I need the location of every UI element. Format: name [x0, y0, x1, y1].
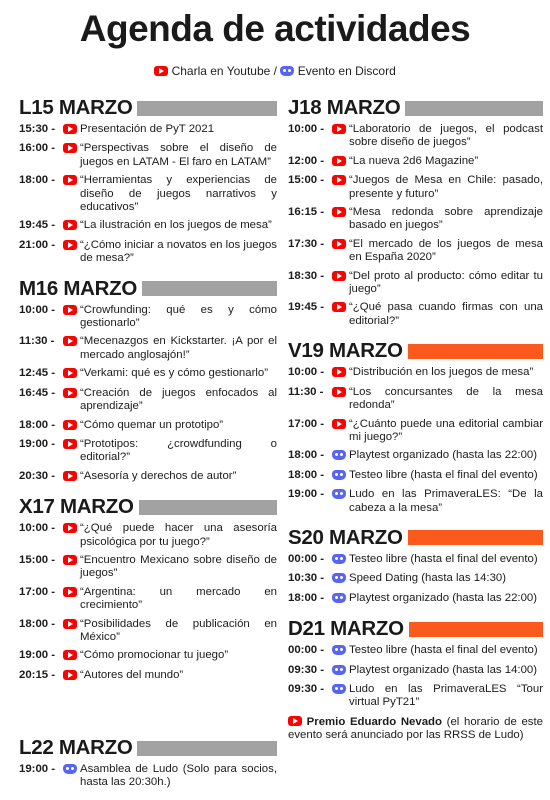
event-row	[19, 335, 277, 362]
event-title: “Cómo promocionar tu juego”	[80, 649, 229, 662]
event-time: 17:00 -	[19, 585, 56, 598]
event-row	[288, 469, 543, 483]
event-title: “¿Cuánto puede una editorial cambiar mi juego?”	[349, 417, 543, 443]
event-row	[288, 155, 543, 169]
youtube-icon	[332, 175, 346, 185]
discord-icon	[332, 470, 346, 480]
event-time: 19:45 -	[19, 219, 56, 232]
event-title: “Laboratorio de juegos, el podcast sobre diseño de juegos”	[349, 123, 543, 149]
event-title: “Del proto al producto: cómo editar tu juego”	[349, 269, 543, 296]
event-row	[19, 618, 277, 645]
event-row	[19, 123, 277, 137]
event-title: “Creación de juegos enfocados al aprendizaje”	[80, 386, 277, 413]
event-title: Testeo libre (hasta el final del evento)	[349, 552, 538, 565]
day-header	[288, 617, 543, 641]
event-row	[19, 669, 277, 683]
event-icon-wrap	[63, 554, 80, 581]
premio-detail: (el horario de este evento será anunciado por las RRSS de Ludo)	[288, 715, 543, 742]
discord-icon	[63, 764, 77, 774]
event-icon-wrap	[63, 618, 80, 645]
day-bar	[409, 622, 543, 637]
day-header	[19, 736, 277, 760]
event-row	[288, 449, 543, 463]
youtube-icon	[63, 523, 77, 533]
event-title: Ludo en las PrimaveraLES “Tour virtual PyT21”	[349, 682, 543, 709]
event-row	[19, 470, 277, 484]
event-row	[19, 554, 277, 581]
discord-icon	[280, 66, 294, 76]
legend-youtube-label: Charla en Youtube	[171, 64, 271, 78]
youtube-icon	[63, 587, 77, 597]
event-row	[19, 142, 277, 169]
event-time: 16:15 -	[288, 206, 325, 219]
event-time: 20:30 -	[19, 469, 56, 482]
event-title: Speed Dating (hasta las 14:30)	[349, 572, 507, 585]
event-time: 21:00 -	[19, 238, 56, 251]
youtube-icon	[332, 302, 346, 312]
event-time: 15:00 -	[19, 553, 56, 566]
left-column	[19, 96, 277, 688]
day-title: L15 MARZO	[19, 96, 133, 119]
event-title: “La ilustración en los juegos de mesa”	[80, 219, 272, 232]
event-title: “¿Qué puede hacer una asesoría psicológica por tu juego?”	[80, 522, 277, 548]
event-title: “Herramientas y experiencias de diseño de juegos narrativos y educativos”	[80, 174, 277, 214]
event-time: 18:00 -	[288, 449, 325, 462]
event-icon-wrap	[332, 683, 349, 710]
event-row	[288, 174, 543, 201]
event-icon-wrap	[63, 142, 80, 169]
event-time: 19:45 -	[288, 301, 325, 314]
event-icon-wrap	[332, 123, 349, 150]
event-row	[288, 488, 543, 515]
event-row	[288, 418, 543, 445]
event-title: “Los concursantes de la mesa redonda”	[349, 385, 543, 412]
event-icon-wrap	[332, 301, 349, 328]
event-icon-wrap	[63, 174, 80, 214]
youtube-icon	[63, 619, 77, 629]
youtube-icon	[332, 419, 346, 429]
discord-icon	[332, 573, 346, 583]
discord-icon	[332, 450, 346, 460]
event-time: 12:00 -	[288, 154, 325, 167]
youtube-icon	[332, 367, 346, 377]
event-title: “Mesa redonda sobre aprendizaje basado en juegos”	[349, 206, 543, 232]
discord-icon	[332, 645, 346, 655]
event-time: 10:30 -	[288, 572, 325, 585]
event-title: “La nueva 2d6 Magazine”	[349, 154, 479, 167]
event-row	[288, 644, 543, 658]
day-bar	[408, 344, 543, 359]
youtube-icon	[63, 143, 77, 153]
event-title: Ludo en las PrimaveraLES: “De la cabeza a la mesa”	[349, 488, 543, 514]
event-row	[288, 553, 543, 567]
event-row	[288, 301, 543, 328]
youtube-icon	[63, 439, 77, 449]
day-bar	[408, 530, 543, 545]
event-icon-wrap	[332, 366, 349, 380]
event-icon-wrap	[63, 419, 80, 433]
youtube-icon	[63, 471, 77, 481]
youtube-icon	[332, 156, 346, 166]
youtube-icon	[288, 716, 302, 726]
event-icon-wrap	[63, 367, 80, 381]
day-title: L22 MARZO	[19, 736, 133, 759]
event-time: 16:45 -	[19, 386, 56, 399]
event-icon-wrap	[332, 206, 349, 233]
event-title: “Mecenazgos en Kickstarter. ¡A por el mercado anglosajón!”	[80, 335, 277, 361]
event-time: 18:00 -	[19, 174, 56, 187]
event-row	[288, 270, 543, 297]
event-title: Testeo libre (hasta el final del evento)	[349, 644, 538, 657]
event-title: “Juegos de Mesa en Chile: pasado, presente y futuro”	[349, 174, 543, 200]
event-row	[19, 419, 277, 433]
event-time: 18:00 -	[288, 591, 325, 604]
event-icon-wrap	[332, 449, 349, 463]
day-header	[288, 96, 543, 120]
event-icon-wrap	[332, 592, 349, 606]
event-icon-wrap	[63, 586, 80, 613]
right-column	[288, 96, 543, 743]
event-time: 19:00 -	[19, 437, 56, 450]
event-row	[288, 366, 543, 380]
youtube-icon	[63, 388, 77, 398]
day-bar	[405, 101, 543, 116]
premio-note	[288, 716, 543, 743]
event-icon-wrap	[332, 664, 349, 678]
event-time: 15:00 -	[288, 174, 325, 187]
event-icon-wrap	[63, 470, 80, 484]
event-title: “Cómo quemar un prototipo”	[80, 418, 224, 431]
event-row	[288, 206, 543, 233]
event-time: 16:00 -	[19, 142, 56, 155]
day-bar	[137, 101, 277, 116]
event-row	[288, 592, 543, 606]
event-time: 10:00 -	[288, 123, 325, 135]
event-row	[19, 304, 277, 331]
legend	[0, 64, 550, 78]
event-time: 10:00 -	[288, 366, 325, 379]
youtube-icon	[332, 207, 346, 217]
event-time: 12:45 -	[19, 367, 56, 380]
event-icon-wrap	[63, 438, 80, 465]
legend-discord-label: Evento en Discord	[297, 64, 396, 78]
premio-name: Premio Eduardo Nevado	[306, 715, 442, 728]
event-title: “Asesoría y derechos de autor”	[80, 469, 237, 482]
event-row	[19, 586, 277, 613]
day-title: S20 MARZO	[288, 525, 403, 549]
event-row	[19, 438, 277, 465]
event-time: 18:00 -	[288, 468, 325, 481]
event-icon-wrap	[332, 488, 349, 515]
event-row	[288, 386, 543, 413]
event-time: 18:00 -	[19, 418, 56, 431]
event-icon-wrap	[332, 572, 349, 586]
event-icon-wrap	[63, 649, 80, 663]
event-icon-wrap	[332, 553, 349, 567]
event-row	[19, 174, 277, 214]
youtube-icon	[63, 670, 77, 680]
youtube-icon	[63, 650, 77, 660]
event-time: 09:30 -	[288, 682, 325, 695]
event-title: Presentación de PyT 2021	[80, 123, 215, 135]
event-title: “Prototipos: ¿crowdfunding o editorial?”	[80, 437, 277, 464]
event-row	[288, 238, 543, 265]
event-icon-wrap	[332, 174, 349, 201]
event-time: 19:00 -	[19, 763, 56, 775]
event-time: 10:00 -	[19, 303, 56, 316]
event-time: 17:30 -	[288, 237, 325, 250]
day-title: D21 MARZO	[288, 617, 404, 641]
youtube-icon	[63, 124, 77, 134]
event-title: “Perspectivas sobre el diseño de juegos en LATAM - El faro en LATAM”	[80, 142, 277, 168]
discord-icon	[332, 489, 346, 499]
youtube-icon	[63, 336, 77, 346]
day-title: M16 MARZO	[19, 276, 138, 300]
event-title: “Distribución en los juegos de mesa”	[349, 366, 534, 379]
event-time: 15:30 -	[19, 123, 56, 135]
legend-separator: /	[273, 64, 278, 78]
youtube-icon	[332, 124, 346, 134]
youtube-icon	[63, 175, 77, 185]
discord-icon	[332, 554, 346, 564]
event-time: 09:30 -	[288, 663, 325, 676]
event-row	[19, 763, 277, 790]
day-header	[19, 96, 277, 120]
day-header	[19, 495, 277, 519]
event-title: “Argentina: un mercado en crecimiento”	[80, 585, 277, 612]
day-header	[288, 526, 543, 550]
youtube-icon	[332, 387, 346, 397]
event-row	[288, 572, 543, 586]
event-time: 11:30 -	[288, 385, 324, 398]
event-icon-wrap	[63, 522, 80, 549]
event-row	[288, 683, 543, 710]
event-title: “Verkami: qué es y cómo gestionarlo”	[80, 367, 269, 380]
bottom-left-section	[19, 736, 277, 795]
event-title: “Posibilidades de publicación en México”	[80, 617, 277, 643]
event-icon-wrap	[332, 155, 349, 169]
event-title: “Crowfunding: qué es y cómo gestionarlo”	[80, 303, 277, 330]
youtube-icon	[63, 240, 77, 250]
event-time: 11:30 -	[19, 335, 55, 348]
event-title: Playtest organizado (hasta las 22:00)	[349, 449, 538, 462]
event-icon-wrap	[63, 669, 80, 683]
event-time: 10:00 -	[19, 522, 56, 535]
discord-icon	[332, 665, 346, 675]
day-header	[19, 277, 277, 301]
day-bar	[137, 741, 277, 756]
event-row	[19, 219, 277, 233]
day-title: X17 MARZO	[19, 495, 134, 519]
youtube-icon	[63, 420, 77, 430]
event-row	[19, 649, 277, 663]
event-time: 00:00 -	[288, 552, 325, 565]
event-icon-wrap	[332, 386, 349, 413]
event-row	[19, 239, 277, 266]
event-time: 18:30 -	[288, 269, 325, 282]
event-title: “¿Qué pasa cuando firmas con una editorial?”	[349, 301, 543, 327]
event-icon-wrap	[63, 239, 80, 266]
event-icon-wrap	[332, 270, 349, 297]
day-header	[288, 339, 543, 363]
youtube-icon	[332, 271, 346, 281]
event-icon-wrap	[63, 219, 80, 233]
event-time: 19:00 -	[288, 488, 325, 501]
event-time: 00:00 -	[288, 644, 325, 657]
discord-icon	[332, 593, 346, 603]
event-time: 18:00 -	[19, 617, 56, 630]
event-row	[19, 367, 277, 381]
event-title: Playtest organizado (hasta las 22:00)	[349, 591, 538, 604]
event-row	[288, 664, 543, 678]
event-icon-wrap	[63, 387, 80, 414]
event-icon-wrap	[332, 644, 349, 658]
event-time: 19:00 -	[19, 649, 56, 662]
event-icon-wrap	[332, 238, 349, 265]
event-title: Playtest organizado (hasta las 14:00)	[349, 663, 538, 676]
discord-icon	[332, 684, 346, 694]
event-icon-wrap	[63, 123, 80, 137]
day-title: V19 MARZO	[288, 339, 403, 363]
day-bar	[142, 281, 277, 296]
youtube-icon	[154, 66, 168, 76]
event-title: “Encuentro Mexicano sobre diseño de juegos”	[80, 553, 277, 580]
youtube-icon	[63, 220, 77, 230]
event-title: “¿Cómo iniciar a novatos en los juegos de mesa?”	[80, 238, 277, 265]
event-title: “Autores del mundo”	[80, 668, 184, 681]
youtube-icon	[63, 368, 77, 378]
event-time: 20:15 -	[19, 668, 56, 681]
youtube-icon	[332, 239, 346, 249]
event-icon-wrap	[63, 304, 80, 331]
youtube-icon	[63, 305, 77, 315]
event-icon-wrap	[63, 335, 80, 362]
event-icon-wrap	[63, 763, 80, 790]
youtube-icon	[63, 555, 77, 565]
event-row	[19, 387, 277, 414]
event-time: 17:00 -	[288, 417, 325, 430]
event-title: Asamblea de Ludo (Solo para socios, hasta las 20:30h.)	[80, 763, 277, 789]
day-title: J18 MARZO	[288, 96, 401, 119]
event-title: “El mercado de los juegos de mesa en España 2020”	[349, 237, 543, 264]
event-title: Testeo libre (hasta el final del evento)	[349, 468, 538, 481]
event-row	[19, 522, 277, 549]
event-row	[288, 123, 543, 150]
page-title: Agenda de actividades	[79, 8, 471, 49]
event-icon-wrap	[332, 469, 349, 483]
day-bar	[139, 500, 277, 515]
event-icon-wrap	[332, 418, 349, 445]
